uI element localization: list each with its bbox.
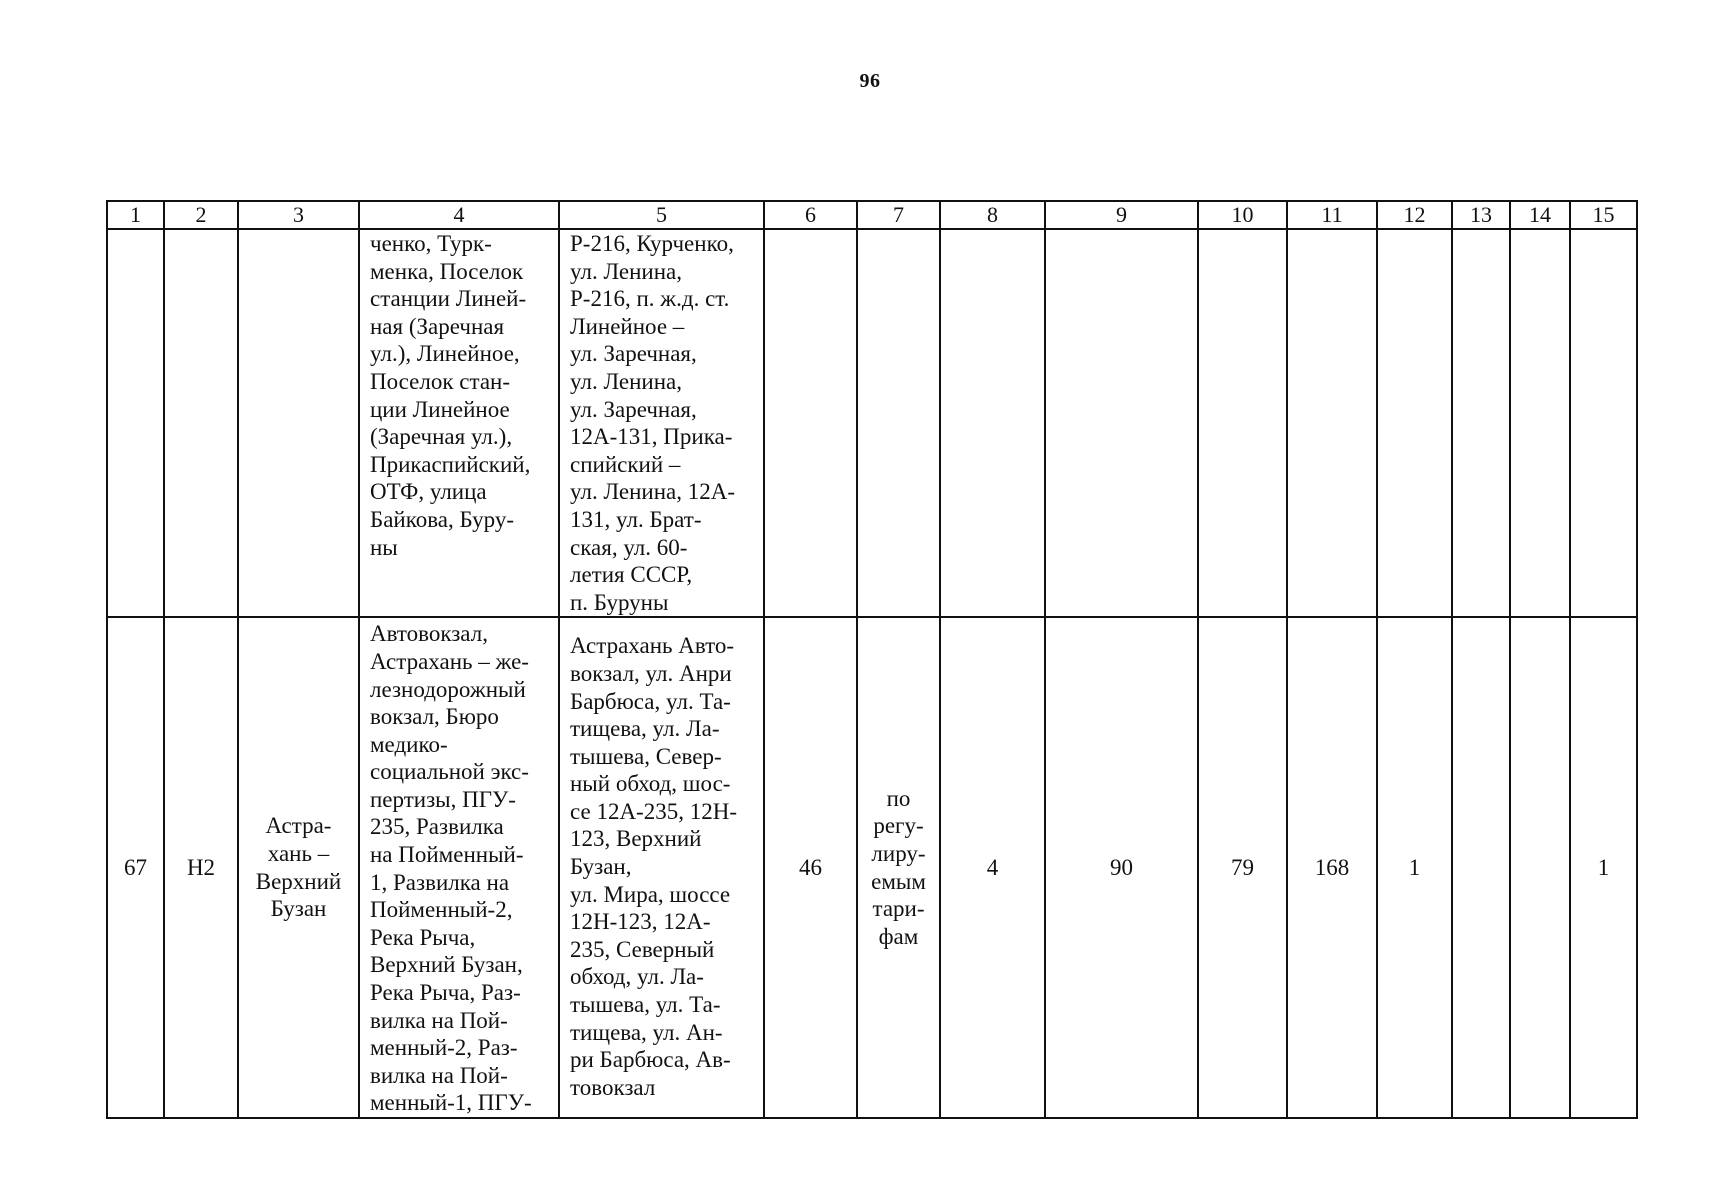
column-header-2: 2 xyxy=(164,201,238,229)
cell-streets: Астрахань Авто- вокзал, ул. Анри Барбюса, ул. Та- тищева, ул. Ла- тышева, Север- ный обход, шос- се 12А-235, 12Н- 123, Верхний Бузан, ул. Мира, шоссе 12Н-123, 12А- 235, Северный обход, ул. Ла- тышева, ул. Та- тищева, ул. Ан- ри Барбюса, Ав- товокзал xyxy=(559,617,764,1118)
cell-col-7: по регу- лиру- емым тари- фам xyxy=(857,617,940,1118)
cell-stops: ченко, Турк- менка, Поселок станции Линей- ная (Заречная ул.), Линейное, Поселок стан- ции Линейное (Заречная ул.), Прикаспийский, ОТФ, улица Байкова, Буру- ны xyxy=(359,229,559,617)
cell-route-code xyxy=(164,229,238,617)
cell-col-8 xyxy=(940,229,1045,617)
column-header-6: 6 xyxy=(764,201,857,229)
cell-col-7 xyxy=(857,229,940,617)
cell-col-10: 79 xyxy=(1198,617,1287,1118)
cell-col-6 xyxy=(764,229,857,617)
cell-route-name: Астра- хань – Верхний Бузан xyxy=(238,617,359,1118)
column-header-10: 10 xyxy=(1198,201,1287,229)
cell-col-14 xyxy=(1510,617,1570,1118)
column-header-5: 5 xyxy=(559,201,764,229)
column-header-12: 12 xyxy=(1377,201,1452,229)
page-number: 96 xyxy=(859,70,881,92)
column-header-9: 9 xyxy=(1045,201,1198,229)
cell-col-12 xyxy=(1377,229,1452,617)
route-table xyxy=(106,200,1638,1119)
cell-streets: Р-216, Курченко, ул. Ленина, Р-216, п. ж.д. ст. Линейное – ул. Заречная, ул. Ленина, ул. Заречная, 12А-131, Прика- спийский – ул. Ленина, 12А- 131, ул. Брат- ская, ул. 60- летия СССР, п. Буруны xyxy=(559,229,764,617)
cell-col-11 xyxy=(1287,229,1377,617)
column-header-4: 4 xyxy=(359,201,559,229)
cell-col-13 xyxy=(1452,229,1510,617)
column-header-13: 13 xyxy=(1452,201,1510,229)
cell-col-11: 168 xyxy=(1287,617,1377,1118)
cell-col-15 xyxy=(1570,229,1637,617)
cell-route-code: Н2 xyxy=(164,617,238,1118)
cell-col-13 xyxy=(1452,617,1510,1118)
cell-col-9: 90 xyxy=(1045,617,1198,1118)
column-header-14: 14 xyxy=(1510,201,1570,229)
cell-col-14 xyxy=(1510,229,1570,617)
cell-col-9 xyxy=(1045,229,1198,617)
cell-col-12: 1 xyxy=(1377,617,1452,1118)
cell-route-number: 67 xyxy=(107,617,164,1118)
cell-stops: Автовокзал, Астрахань – же- лезнодорожный вокзал, Бюро медико- социальной экс- пертизы, ПГУ- 235, Развилка на Пойменный- 1, Развилка на Пойменный-2, Река Рыча, Верхний Бузан, Река Рыча, Раз- вилка на Пой- менный-2, Раз- вилка на Пой- менный-1, ПГУ- xyxy=(359,617,559,1118)
column-header-8: 8 xyxy=(940,201,1045,229)
cell-col-6: 46 xyxy=(764,617,857,1118)
cell-col-8: 4 xyxy=(940,617,1045,1118)
column-header-1: 1 xyxy=(107,201,164,229)
column-header-7: 7 xyxy=(857,201,940,229)
header-row xyxy=(107,201,1637,229)
cell-route-number xyxy=(107,229,164,617)
table-row-continuation xyxy=(107,229,1637,617)
cell-col-10 xyxy=(1198,229,1287,617)
cell-col-15: 1 xyxy=(1570,617,1637,1118)
cell-route-name xyxy=(238,229,359,617)
column-header-15: 15 xyxy=(1570,201,1637,229)
column-header-3: 3 xyxy=(238,201,359,229)
column-header-11: 11 xyxy=(1287,201,1377,229)
table-row-67 xyxy=(107,617,1637,1118)
